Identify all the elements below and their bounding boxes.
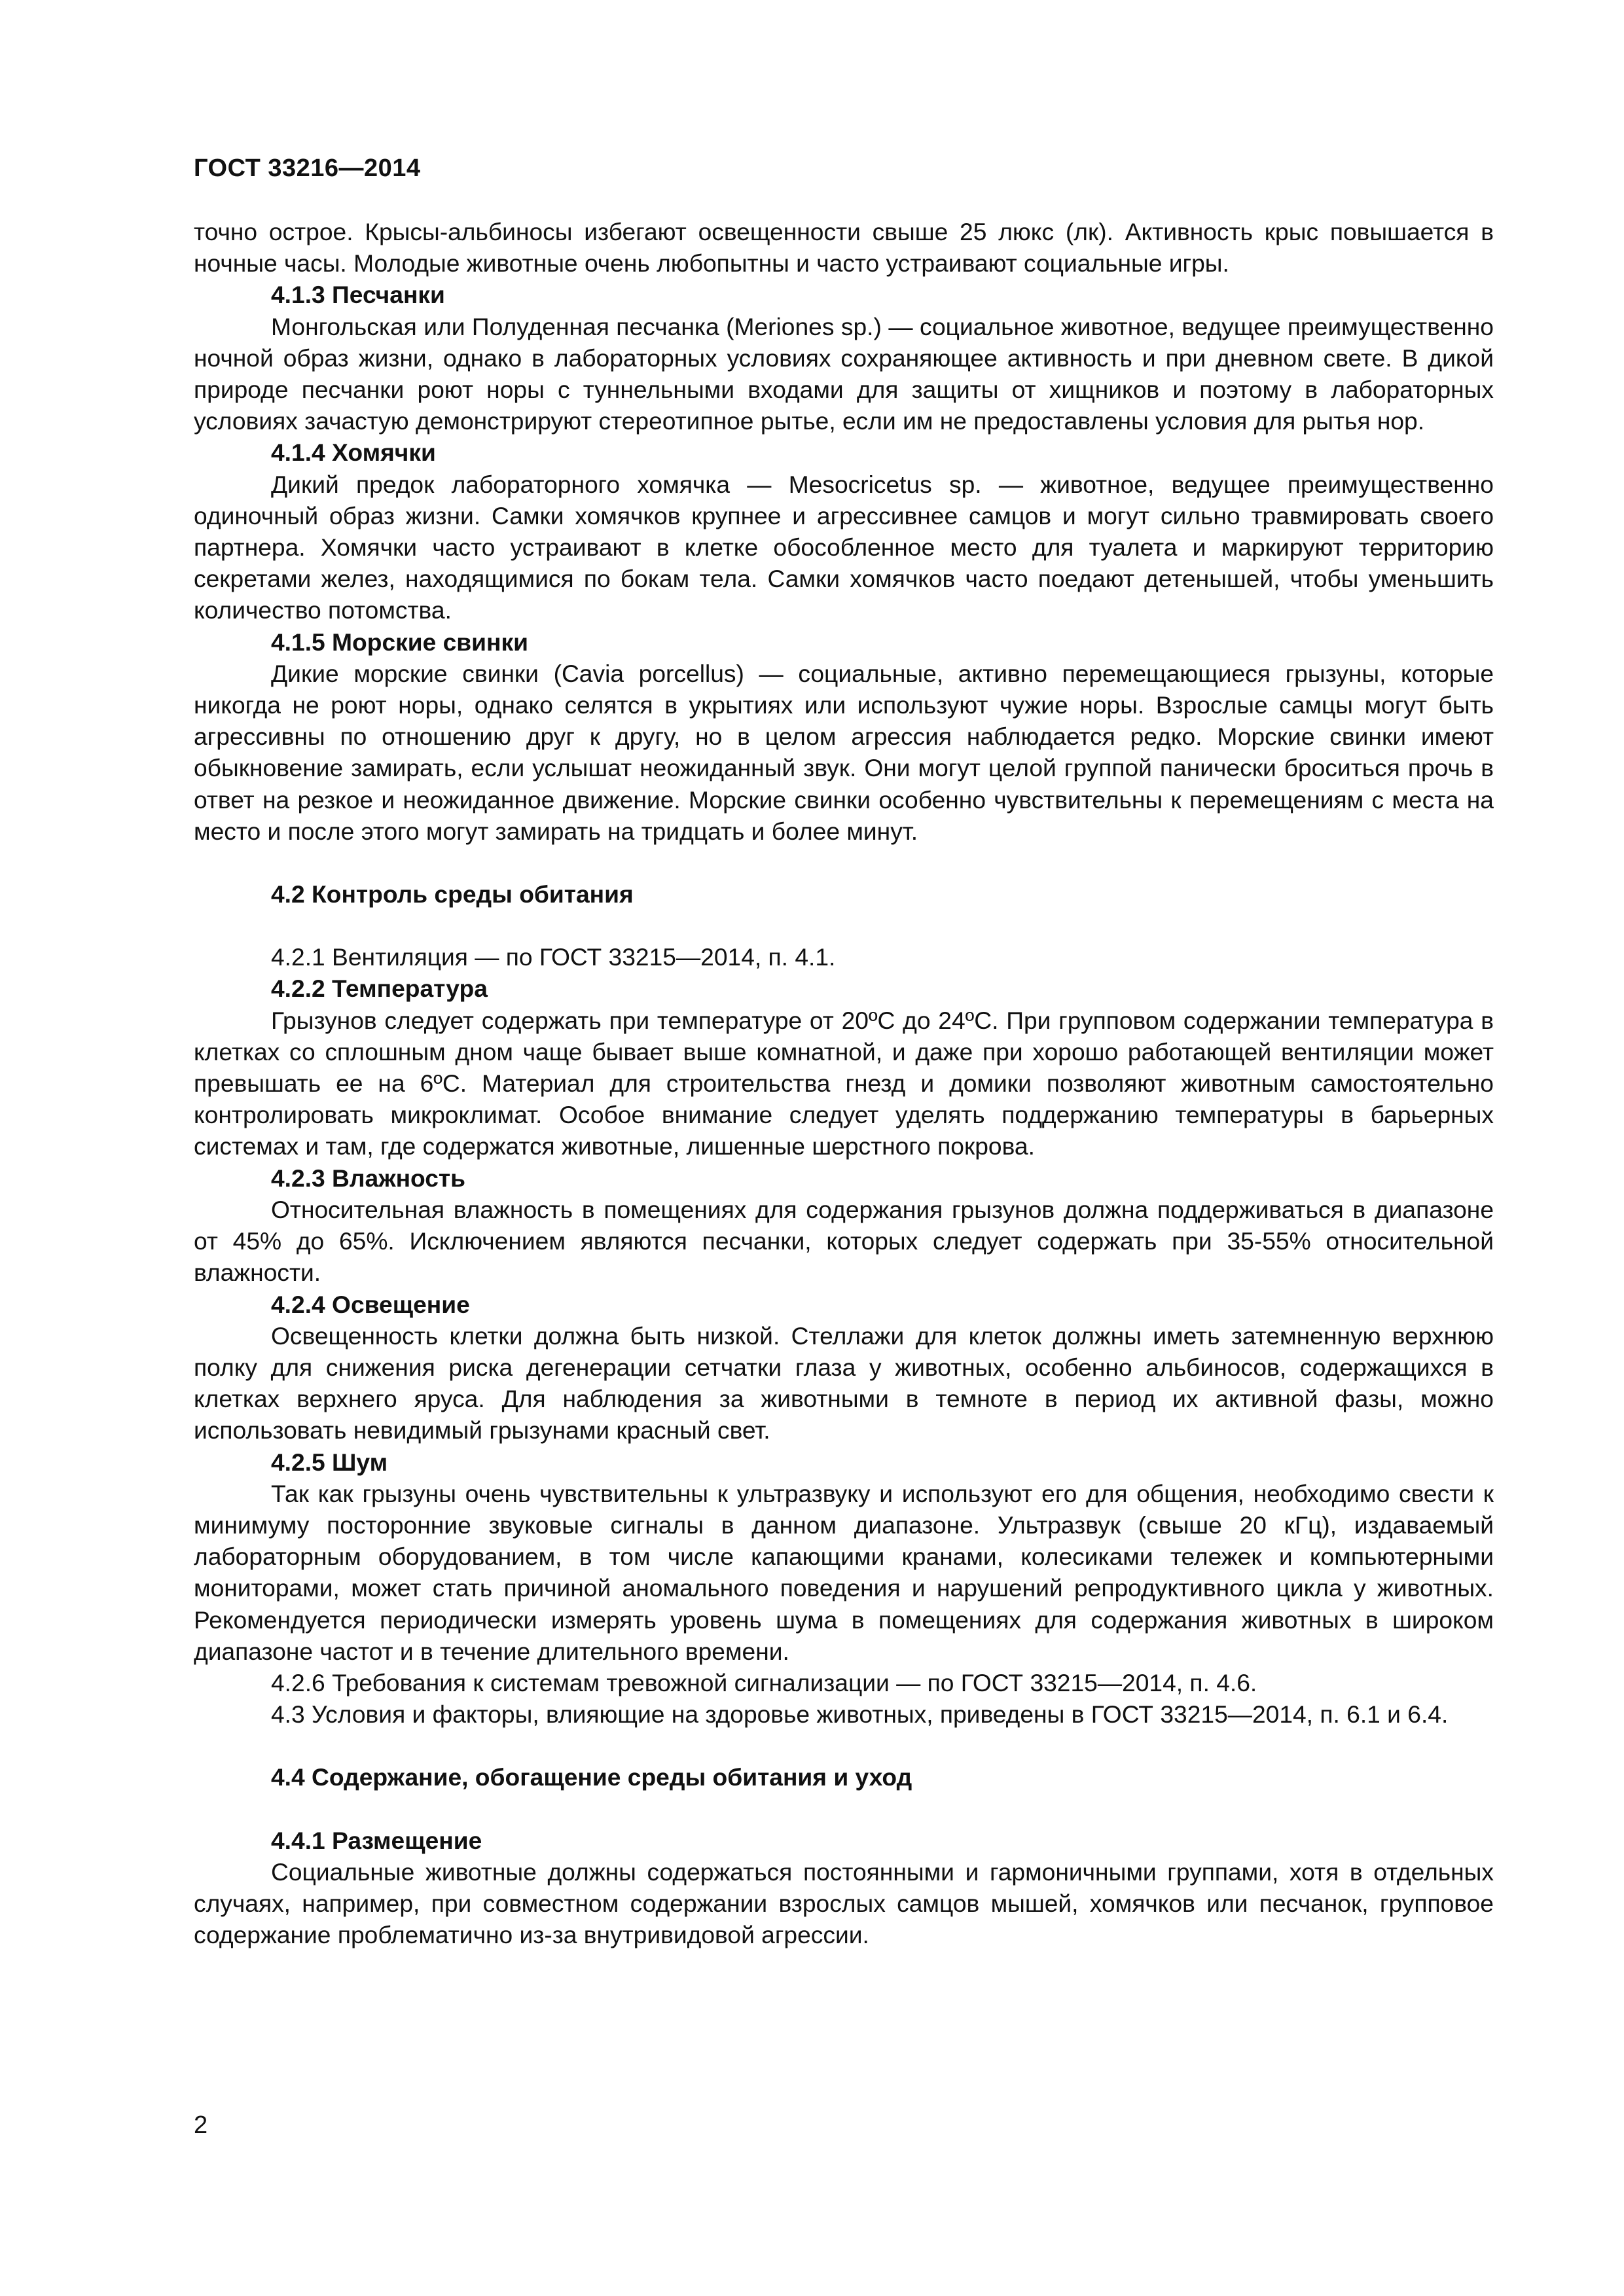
paragraph: Так как грызуны очень чувствительны к ультразвуку и используют его для общения, необходимо свести к минимуму посторонние звуковые сигналы в данном диапазоне. Ультразвук (свыше 20 кГц), издаваемый лабораторным оборудованием, в том числе капающими кранами, колесиками тележек и компьютерными мониторами, может стать причиной аномального поведения и нарушений репродуктивного цикла у животных. Рекомендуется периодически измерять уровень шума в помещениях для содержания животных в широком диапазоне частот и в течение длительного времени. (194, 1479, 1494, 1665)
subsection-heading: 4.1.5 Морские свинки (271, 628, 528, 656)
paragraph: Дикие морские свинки (Cavia porcellus) — социальные, активно перемещающиеся грызуны, которые никогда не роют норы, однако селятся в укрытиях или используют чужие норы. Взрослые самцы могут быть агрессивны по отношению друг к другу, но в целом агрессия наблюдается редко. Морские свинки имеют обыкновение замирать, если услышат неожиданный звук. Они могут целой группой панически броситься прочь в ответ на резкое и неожиданное движение. Морские свинки особенно чувствительны к перемещениям с места на место и после этого могут замирать на тридцать и более минут. (194, 659, 1494, 845)
paragraph: 4.2.1 Вентиляция — по ГОСТ 33215—2014, п. 4.1. (271, 943, 836, 971)
subsection-heading: 4.1.4 Хомячки (271, 439, 436, 467)
section-heading: 4.2 Контроль среды обитания (271, 880, 634, 908)
subsection-heading: 4.2.5 Шум (271, 1448, 388, 1476)
paragraph: Относительная влажность в помещениях для содержания грызунов должна поддерживаться в диапазоне от 45% до 65%. Исключением являются песчанки, которых следует содержать при 35-55% относительной влажности. (194, 1195, 1494, 1287)
subsection-heading: 4.2.4 Освещение (271, 1290, 470, 1318)
paragraph: 4.3 Условия и факторы, влияющие на здоровье животных, приведены в ГОСТ 33215—2014, п. 6.1 и 6.4. (271, 1700, 1449, 1729)
subsection-heading: 4.2.2 Температура (271, 975, 488, 1003)
paragraph: Монгольская или Полуденная песчанка (Meriones sp.) — социальное животное, ведущее преимущественно ночной образ жизни, однако в лабораторных условиях сохраняющее активность и при дневном свете. В дикой природе песчанки роют норы с туннельными входами для защиты от хищников и поэтому в лабораторных условиях зачастую демонстрируют стереотипное рытье, если им не предоставлены условия для рытья нор. (194, 312, 1494, 435)
paragraph: точно острое. Крысы-альбиносы избегают освещенности свыше 25 люкс (лк). Активность крыс повышается в ночные часы. Молодые животные очень любопытны и часто устраивают социальные игры. (194, 218, 1494, 278)
paragraph: 4.2.6 Требования к системам тревожной сигнализации — по ГОСТ 33215—2014, п. 4.6. (271, 1668, 1257, 1696)
section-heading: 4.4 Содержание, обогащение среды обитания и уход (271, 1763, 912, 1791)
page-number: 2 (194, 2111, 208, 2139)
subsection-heading: 4.4.1 Размещение (271, 1826, 482, 1854)
paragraph: Дикий предок лабораторного хомячка — Mesocricetus sp. — животное, ведущее преимущественно одиночный образ жизни. Самки хомячков крупнее и агрессивнее самцов и могут сильно травмировать своего партнера. Хомячки часто устраивают в клетке обособленное место для туалета и маркируют территорию секретами желез, находящимися по бокам тела. Самки хомячков часто поедают детенышей, чтобы уменьшить количество потомства. (194, 470, 1494, 624)
subsection-heading: 4.2.3 Влажность (271, 1164, 466, 1192)
paragraph: Грызунов следует содержать при температуре от 20ºС до 24ºС. При групповом содержании температура в клетках со сплошным дном чаще бывает выше комнатной, и даже при хорошо работающей вентиляции может превышать ее на 6ºС. Материал для строительства гнезд и домики позволяют животным самостоятельно контролировать микроклимат. Особое внимание следует уделять поддержанию температуры в барьерных системах и там, где содержатся животные, лишенные шерстного покрова. (194, 1006, 1494, 1160)
subsection-heading: 4.1.3 Песчанки (271, 281, 445, 309)
paragraph: Социальные животные должны содержаться постоянными и гармоничными группами, хотя в отдельных случаях, например, при совместном содержании взрослых самцов мышей, хомячков или песчанок, групповое содержание проблематично из-за внутривидовой агрессии. (194, 1857, 1494, 1949)
document-header: ГОСТ 33216—2014 (194, 154, 421, 182)
paragraph: Освещенность клетки должна быть низкой. Стеллажи для клеток должны иметь затемненную верхнюю полку для снижения риска дегенерации сетчатки глаза у животных, особенно альбиносов, содержащихся в клетках верхнего яруса. Для наблюдения за животными в темноте в период их активной фазы, можно использовать невидимый грызунами красный свет. (194, 1321, 1494, 1444)
document-body (194, 216, 1494, 1950)
